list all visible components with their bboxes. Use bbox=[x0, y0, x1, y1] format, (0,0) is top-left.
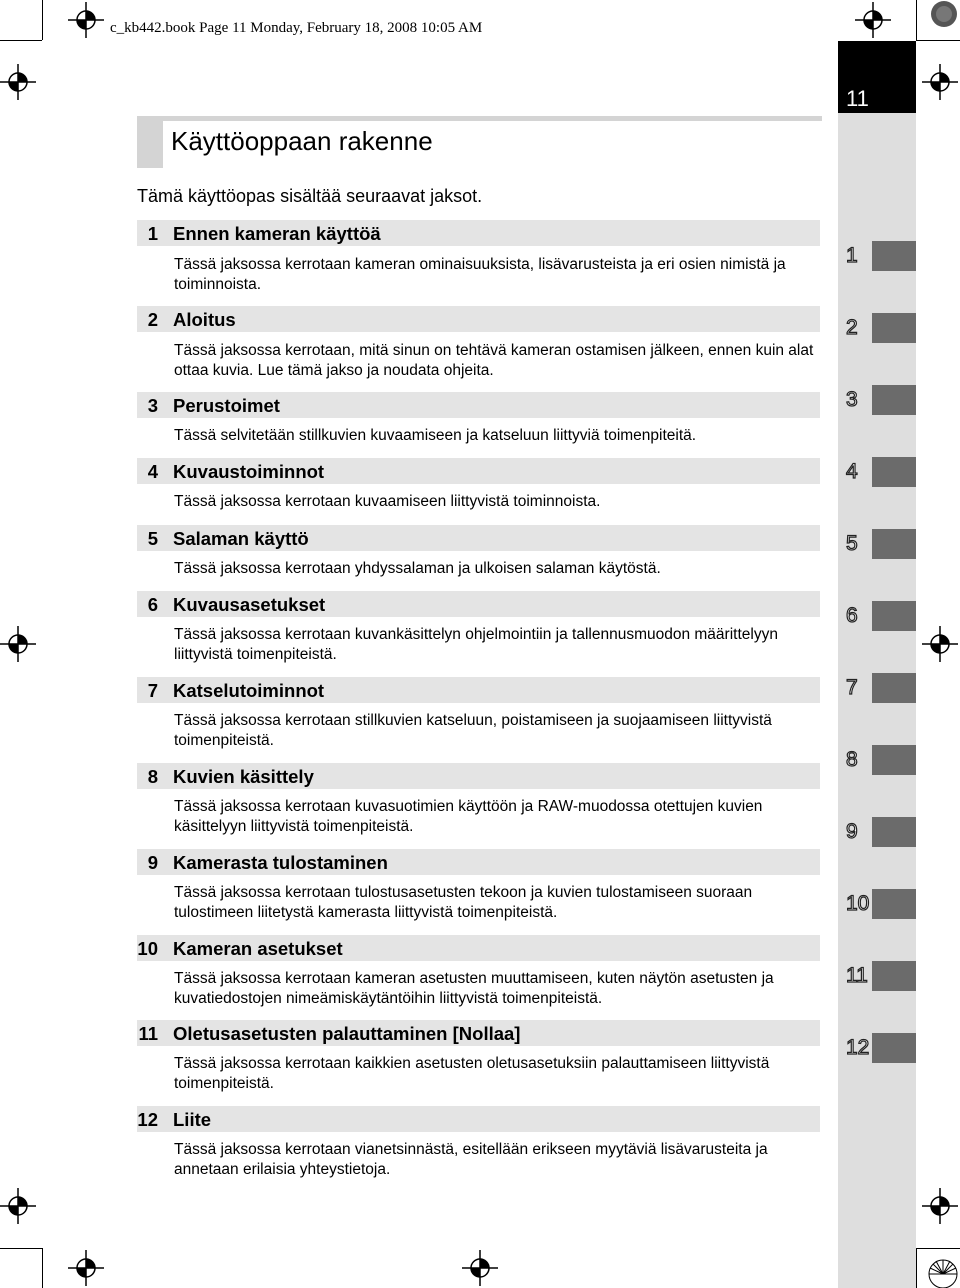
crop-mark bbox=[916, 0, 917, 40]
section-title: Liite bbox=[173, 1109, 212, 1130]
chapter-tab[interactable] bbox=[838, 529, 916, 559]
page-number: 11 bbox=[846, 86, 869, 111]
chapter-tab-label: 2 bbox=[846, 316, 858, 339]
section-description: Tässä selvitetään stillkuvien kuvaamiseen ja katseluun liittyviä toimenpiteitä. bbox=[174, 427, 697, 444]
section-number: 12 bbox=[137, 1109, 158, 1130]
chapter-tab[interactable] bbox=[838, 313, 916, 343]
section-description: Tässä jaksossa kerrotaan stillkuvien katseluun, poistamiseen ja suojaamiseen liittyvistä toimenpiteistä. bbox=[174, 712, 772, 749]
section-title: Ennen kameran käyttöä bbox=[173, 223, 381, 244]
chapter-tab[interactable] bbox=[838, 385, 916, 415]
crop-mark bbox=[916, 1248, 917, 1288]
section-number: 7 bbox=[147, 680, 158, 701]
registration-mark-icon bbox=[855, 2, 891, 38]
section-description: Tässä jaksossa kerrotaan tulostusasetusten tekoon ja kuvien tulostamiseen suoraan tulostimeen liitetystä kamerasta liittyvistä toimenpiteistä. bbox=[174, 884, 753, 921]
crop-mark bbox=[916, 40, 960, 41]
section-heading bbox=[137, 849, 820, 875]
chapter-tab[interactable] bbox=[838, 457, 916, 487]
registration-mark-icon bbox=[0, 64, 36, 100]
title-rule bbox=[137, 116, 822, 121]
chapter-tab[interactable] bbox=[838, 241, 916, 271]
section-number: 6 bbox=[147, 594, 158, 615]
chapter-tab-label: 11 bbox=[846, 964, 868, 987]
crop-mark bbox=[916, 1248, 960, 1249]
chapter-tab-label: 8 bbox=[846, 748, 858, 771]
chapter-tab[interactable] bbox=[838, 601, 916, 631]
chapter-tab[interactable] bbox=[838, 889, 916, 919]
chapter-tab[interactable] bbox=[838, 817, 916, 847]
starburst-target-icon bbox=[926, 1256, 960, 1288]
section-heading bbox=[137, 458, 820, 484]
section-description: Tässä jaksossa kerrotaan kameran asetusten muuttamiseen, kuten näytön asetusten ja kuvatiedostojen nimeämiskäytäntöihin liittyvistä toimenpiteistä. bbox=[174, 970, 774, 1007]
crop-mark bbox=[42, 1248, 43, 1288]
section-description: Tässä jaksossa kerrotaan kameran ominaisuuksista, lisävarusteista ja eri osien nimistä ja toiminnoista. bbox=[174, 256, 786, 293]
registration-mark-icon bbox=[0, 626, 36, 662]
section-title: Kuvien käsittely bbox=[173, 766, 314, 787]
chapter-tab-label: 5 bbox=[846, 532, 858, 555]
section-number: 1 bbox=[147, 223, 158, 244]
section-heading bbox=[137, 677, 820, 703]
chapter-tab-label: 7 bbox=[846, 676, 858, 699]
title-bar bbox=[137, 116, 822, 168]
section-heading bbox=[137, 935, 820, 961]
registration-mark-icon bbox=[462, 1250, 498, 1286]
section-number: 10 bbox=[137, 938, 158, 959]
chapter-tab-label: 1 bbox=[846, 244, 858, 267]
registration-mark-icon bbox=[922, 64, 958, 100]
section-number: 5 bbox=[147, 528, 158, 549]
section-number: 4 bbox=[147, 461, 158, 482]
section-number: 11 bbox=[138, 1023, 158, 1044]
chapter-tab[interactable] bbox=[838, 1033, 916, 1063]
chapter-tab[interactable] bbox=[838, 673, 916, 703]
chapter-tab-label: 6 bbox=[846, 604, 858, 627]
crop-mark bbox=[0, 1248, 42, 1249]
section-description: Tässä jaksossa kerrotaan vianetsinnästä, esitellään erikseen myytäviä lisävarusteita ja annetaan erilaisia yhteystietoja. bbox=[174, 1141, 768, 1178]
section-title: Salaman käyttö bbox=[173, 528, 309, 549]
section-heading bbox=[137, 591, 820, 617]
section-description: Tässä jaksossa kerrotaan yhdyssalaman ja ulkoisen salaman käytöstä. bbox=[174, 560, 661, 577]
section-title: Kameran asetukset bbox=[173, 938, 343, 959]
section-description: Tässä jaksossa kerrotaan kuvasuotimien käyttöön ja RAW-muodossa otettujen kuvien käsittelyyn liittyvistä toimenpiteistä. bbox=[174, 798, 763, 835]
title-block bbox=[137, 116, 163, 168]
chapter-tab[interactable] bbox=[838, 745, 916, 775]
crop-mark bbox=[42, 0, 43, 40]
registration-mark-icon bbox=[68, 1250, 104, 1286]
section-number: 2 bbox=[147, 309, 158, 330]
section-number: 9 bbox=[147, 852, 158, 873]
section-heading bbox=[137, 220, 820, 246]
section-description: Tässä jaksossa kerrotaan, mitä sinun on tehtävä kameran ostamisen jälkeen, ennen kuin alat ottaa kuvia. Lue tämä jakso ja noudata ohjeita. bbox=[174, 342, 814, 379]
chapter-tab-label: 10 bbox=[846, 892, 870, 915]
section-title: Aloitus bbox=[173, 309, 236, 330]
registration-mark-icon bbox=[922, 1188, 958, 1224]
section-title: Kamerasta tulostaminen bbox=[173, 852, 388, 873]
intro-text: Tämä käyttöopas sisältää seuraavat jaksot. bbox=[137, 186, 483, 206]
section-heading bbox=[137, 392, 820, 418]
color-target-icon bbox=[928, 0, 960, 32]
section-heading bbox=[137, 1106, 820, 1132]
registration-mark-icon bbox=[68, 2, 104, 38]
section-number: 8 bbox=[147, 766, 158, 787]
section-description: Tässä jaksossa kerrotaan kaikkien asetusten oletusasetuksiin palauttamiseen liittyvistä toimenpiteistä. bbox=[174, 1055, 770, 1092]
chapter-tab[interactable] bbox=[838, 961, 916, 991]
section-heading bbox=[137, 525, 820, 551]
section-title: Kuvaustoiminnot bbox=[173, 461, 325, 482]
section-title: Kuvausasetukset bbox=[173, 594, 326, 615]
registration-mark-icon bbox=[922, 626, 958, 662]
registration-mark-icon bbox=[0, 1188, 36, 1224]
chapter-tab-label: 3 bbox=[846, 388, 858, 411]
chapter-tab-label: 9 bbox=[846, 820, 858, 843]
section-title: Perustoimet bbox=[173, 395, 280, 416]
chapter-tab-label: 12 bbox=[846, 1036, 870, 1059]
print-slug: c_kb442.book Page 11 Monday, February 18, 2008 10:05 AM bbox=[110, 20, 483, 36]
section-heading bbox=[137, 763, 820, 789]
section-heading bbox=[137, 306, 820, 332]
section-number: 3 bbox=[147, 395, 158, 416]
section-title: Oletusasetusten palauttaminen [Nollaa] bbox=[173, 1023, 521, 1044]
section-description: Tässä jaksossa kerrotaan kuvaamiseen liittyvistä toiminnoista. bbox=[174, 493, 601, 510]
chapter-tab-label: 4 bbox=[846, 460, 858, 483]
section-heading bbox=[137, 1020, 820, 1046]
page-title: Käyttöoppaan rakenne bbox=[171, 126, 433, 156]
section-title: Katselutoiminnot bbox=[173, 680, 325, 701]
crop-mark bbox=[0, 40, 42, 41]
section-description: Tässä jaksossa kerrotaan kuvankäsittelyn ohjelmointiin ja tallennusmuodon määrittelyyn liittyvistä toimenpiteistä. bbox=[174, 626, 778, 663]
